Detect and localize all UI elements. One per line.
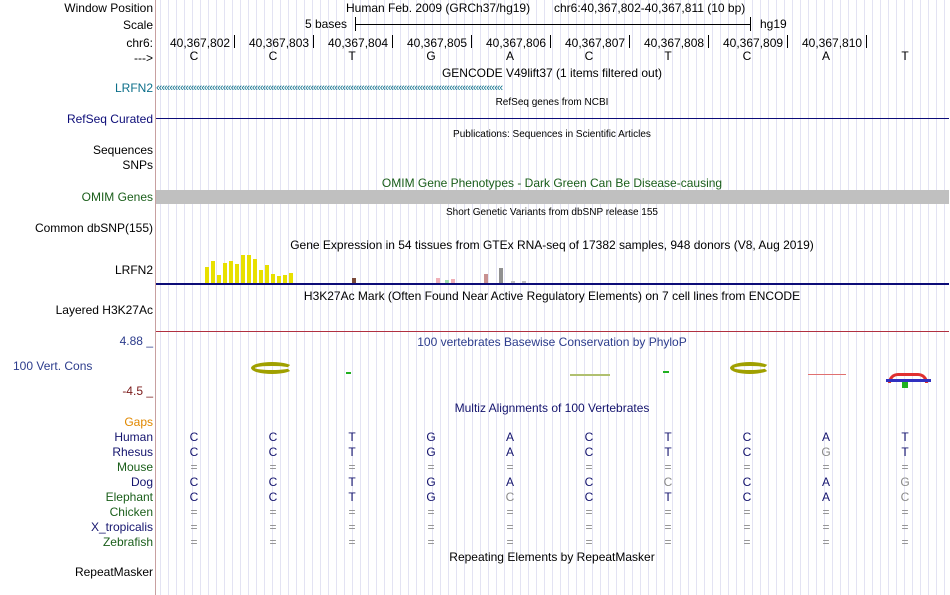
coordinate-tick-label: 40,367,802 [170, 36, 231, 50]
alignment-base: = [190, 520, 198, 534]
reference-base: G [426, 49, 436, 63]
alignment-base: G [426, 445, 436, 459]
alignment-base: C [268, 475, 278, 489]
repeatmasker-label[interactable]: RepeatMasker [74, 565, 153, 579]
alignment-base: C [189, 445, 199, 459]
species-label[interactable]: Chicken [109, 505, 153, 519]
reference-base: A [505, 49, 515, 63]
alignment-base: = [506, 520, 514, 534]
coordinate-tick-label: 40,367,807 [565, 36, 626, 50]
alignment-base: C [584, 445, 594, 459]
alignment-base: = [348, 520, 356, 534]
alignment-base: = [822, 520, 830, 534]
gtex-label[interactable]: LRFN2 [114, 263, 153, 277]
alignment-base: C [742, 475, 752, 489]
reference-base: C [584, 49, 594, 63]
gtex-bar [205, 267, 209, 283]
alignment-base: C [189, 490, 199, 504]
alignment-base: T [348, 430, 356, 444]
scale-bases-text: 5 bases [305, 17, 348, 31]
species-label[interactable]: Zebrafish [102, 535, 153, 549]
refseq-label[interactable]: RefSeq Curated [66, 112, 153, 126]
alignment-base: G [821, 445, 831, 459]
chr-label: chr6: [126, 36, 153, 50]
reference-base: C [189, 49, 199, 63]
multiz-title: Multiz Alignments of 100 Vertebrates [454, 401, 650, 415]
phylop-label[interactable]: 100 Vert. Cons [13, 359, 93, 373]
alignment-base: = [743, 460, 751, 474]
repeatmasker-title: Repeating Elements by RepeatMasker [449, 550, 655, 564]
gtex-bar [265, 265, 269, 283]
alignment-base: = [822, 460, 830, 474]
refseq-gene-line[interactable] [156, 118, 949, 119]
gtex-bar [211, 261, 215, 283]
coordinate-tick [708, 35, 709, 48]
alignment-base: C [742, 490, 752, 504]
window-position-label: Window Position [64, 1, 153, 15]
alignment-base: = [901, 520, 909, 534]
gtex-bar [259, 270, 263, 283]
reference-base: C [268, 49, 278, 63]
gaps-label[interactable]: Gaps [124, 415, 153, 429]
refseq-title: RefSeq genes from NCBI [495, 97, 609, 108]
gencode-gene-line[interactable]: ‹‹‹‹‹‹‹‹‹‹‹‹‹‹‹‹‹‹‹‹‹‹‹‹‹‹‹‹‹‹‹‹‹‹‹‹‹‹‹‹‹‹‹‹‹‹‹‹‹‹‹‹‹‹‹‹‹‹‹‹‹‹‹‹‹‹‹‹‹‹‹‹‹‹‹‹‹‹‹‹‹‹‹‹‹‹‹‹‹‹‹‹‹‹‹‹‹‹‹‹‹‹‹‹‹‹‹‹‹‹‹‹‹‹‹‹‹‹‹‹‹‹‹‹‹‹‹‹‹‹ [156, 82, 503, 94]
alignment-base: = [269, 505, 277, 519]
scale-label: Scale [122, 18, 153, 32]
alignment-base: = [506, 505, 514, 519]
alignment-base: = [743, 505, 751, 519]
alignment-base: A [505, 475, 515, 489]
coordinate-tick-label: 40,367,805 [407, 36, 468, 50]
alignment-base: = [269, 520, 277, 534]
phylop-max-label: 4.88 _ [119, 334, 153, 348]
alignment-base: C [742, 430, 752, 444]
alignment-base: T [664, 430, 672, 444]
coordinate-tick [471, 35, 472, 48]
gtex-bar [217, 275, 221, 283]
omim-label[interactable]: OMIM Genes [81, 190, 153, 204]
alignment-base: C [584, 490, 594, 504]
species-label[interactable]: Rhesus [112, 445, 153, 459]
coordinate-tick [787, 35, 788, 48]
alignment-base: = [427, 505, 435, 519]
coordinate-tick [234, 35, 235, 48]
gtex-bar [271, 274, 275, 283]
alignment-base: = [190, 460, 198, 474]
alignment-base: = [901, 505, 909, 519]
species-label[interactable]: Human [114, 430, 153, 444]
gtex-bar [241, 255, 245, 283]
gtex-bar [484, 274, 488, 283]
publications-title: Publications: Sequences in Scientific Articles [453, 129, 651, 140]
alignment-base: G [426, 475, 436, 489]
alignment-base: = [901, 535, 909, 549]
alignment-base: = [585, 505, 593, 519]
alignment-base: G [426, 430, 436, 444]
species-label[interactable]: Elephant [105, 490, 153, 504]
alignment-base: = [822, 535, 830, 549]
alignment-base: T [348, 445, 356, 459]
coordinate-tick-label: 40,367,810 [802, 36, 863, 50]
coordinate-tick [629, 35, 630, 48]
alignment-base: A [505, 430, 515, 444]
h3k27ac-baseline [156, 331, 949, 332]
alignment-base: = [585, 520, 593, 534]
gtex-bar [235, 264, 239, 283]
alignment-base: = [901, 460, 909, 474]
scale-bar [355, 17, 751, 31]
reference-base: A [821, 49, 831, 63]
alignment-base: = [506, 535, 514, 549]
gtex-bar [289, 273, 293, 283]
species-label[interactable]: X_tropicalis [90, 520, 153, 534]
strand-label: ---> [134, 51, 153, 65]
coordinate-tick-label: 40,367,809 [723, 36, 784, 50]
omim-title: OMIM Gene Phenotypes - Dark Green Can Be Disease-causing [381, 176, 723, 190]
alignment-base: C [900, 490, 910, 504]
alignment-base: A [821, 490, 831, 504]
gtex-bar [277, 276, 281, 283]
gencode-title: GENCODE V49lift37 (1 items filtered out) [441, 66, 663, 80]
conservation-logo-t [886, 373, 931, 389]
alignment-base: C [268, 490, 278, 504]
alignment-base: T [348, 490, 356, 504]
alignment-base: G [900, 475, 910, 489]
gtex-bar [499, 268, 503, 283]
coordinate-tick-label: 40,367,806 [486, 36, 547, 50]
conservation-logo-c [251, 362, 293, 374]
alignment-base: = [190, 505, 198, 519]
alignment-base: C [268, 445, 278, 459]
gtex-bar [253, 259, 257, 283]
gtex-bar [283, 275, 287, 283]
sequences-label[interactable]: Sequences [92, 143, 153, 157]
coordinate-tick-label: 40,367,804 [328, 36, 389, 50]
conservation-mark [808, 374, 846, 375]
alignment-base: C [505, 490, 515, 504]
alignment-base: C [268, 430, 278, 444]
alignment-base: = [348, 535, 356, 549]
gtex-expression-chart[interactable] [156, 252, 949, 283]
scale-db-text: hg19 [760, 17, 787, 31]
phylop-min-label: -4.5 _ [122, 384, 153, 398]
alignment-base: = [822, 505, 830, 519]
alignment-base: C [189, 430, 199, 444]
alignment-base: T [664, 445, 672, 459]
snps-label[interactable]: SNPs [122, 158, 153, 172]
coordinate-tick [866, 35, 867, 48]
alignment-base: = [743, 520, 751, 534]
alignment-base: T [901, 430, 909, 444]
alignment-base: = [348, 460, 356, 474]
alignment-base: = [664, 505, 672, 519]
alignment-base: C [663, 475, 673, 489]
alignment-base: T [901, 445, 909, 459]
alignment-base: = [190, 535, 198, 549]
gtex-bar [229, 261, 233, 283]
reference-base: T [348, 49, 356, 63]
alignment-base: C [584, 475, 594, 489]
alignment-base: A [821, 430, 831, 444]
alignment-base: = [427, 460, 435, 474]
species-label[interactable]: Mouse [116, 460, 153, 474]
h3k27ac-title: H3K27Ac Mark (Often Found Near Active Regulatory Elements) on 7 cell lines from ENCODE [303, 289, 801, 303]
alignment-base: = [585, 460, 593, 474]
conservation-mark [663, 371, 669, 373]
alignment-base: = [269, 460, 277, 474]
alignment-base: T [664, 490, 672, 504]
reference-base: T [664, 49, 672, 63]
alignment-base: = [427, 520, 435, 534]
gtex-gene-line [156, 283, 949, 285]
alignment-base: = [585, 535, 593, 549]
alignment-base: = [664, 535, 672, 549]
dbsnp-label[interactable]: Common dbSNP(155) [34, 221, 153, 235]
conservation-mark [570, 374, 610, 376]
h3k27ac-label[interactable]: Layered H3K27Ac [55, 303, 153, 317]
reference-base: T [901, 49, 909, 63]
dbsnp-title: Short Genetic Variants from dbSNP release 155 [446, 207, 658, 218]
position-text[interactable]: chr6:40,367,802-40,367,811 (10 bp) [554, 1, 746, 15]
alignment-base: = [743, 535, 751, 549]
gtex-title: Gene Expression in 54 tissues from GTEx RNA-seq of 17382 samples, 948 donors (V8, Aug 2019) [290, 238, 814, 252]
reference-base: C [742, 49, 752, 63]
alignment-base: A [821, 475, 831, 489]
omim-bar[interactable] [156, 190, 949, 204]
gtex-bar [223, 263, 227, 283]
alignment-base: = [348, 505, 356, 519]
conservation-mark [346, 372, 351, 374]
alignment-base: C [189, 475, 199, 489]
alignment-base: = [269, 535, 277, 549]
gtex-bar [247, 255, 251, 283]
conservation-logo-c [730, 362, 770, 374]
alignment-base: = [664, 460, 672, 474]
coordinate-tick [313, 35, 314, 48]
alignment-base: = [664, 520, 672, 534]
coordinate-tick [392, 35, 393, 48]
alignment-base: = [427, 535, 435, 549]
assembly-text: Human Feb. 2009 (GRCh37/hg19) [346, 1, 531, 15]
alignment-base: G [426, 490, 436, 504]
coordinate-tick [550, 35, 551, 48]
alignment-base: C [584, 430, 594, 444]
alignment-base: T [348, 475, 356, 489]
phylop-title: 100 vertebrates Basewise Conservation by PhyloP [417, 335, 687, 349]
coordinate-tick-label: 40,367,808 [644, 36, 705, 50]
gencode-label[interactable]: LRFN2 [114, 81, 153, 95]
alignment-base: C [742, 445, 752, 459]
alignment-base: = [506, 460, 514, 474]
species-label[interactable]: Dog [130, 475, 153, 489]
coordinate-tick-label: 40,367,803 [249, 36, 310, 50]
alignment-base: A [505, 445, 515, 459]
